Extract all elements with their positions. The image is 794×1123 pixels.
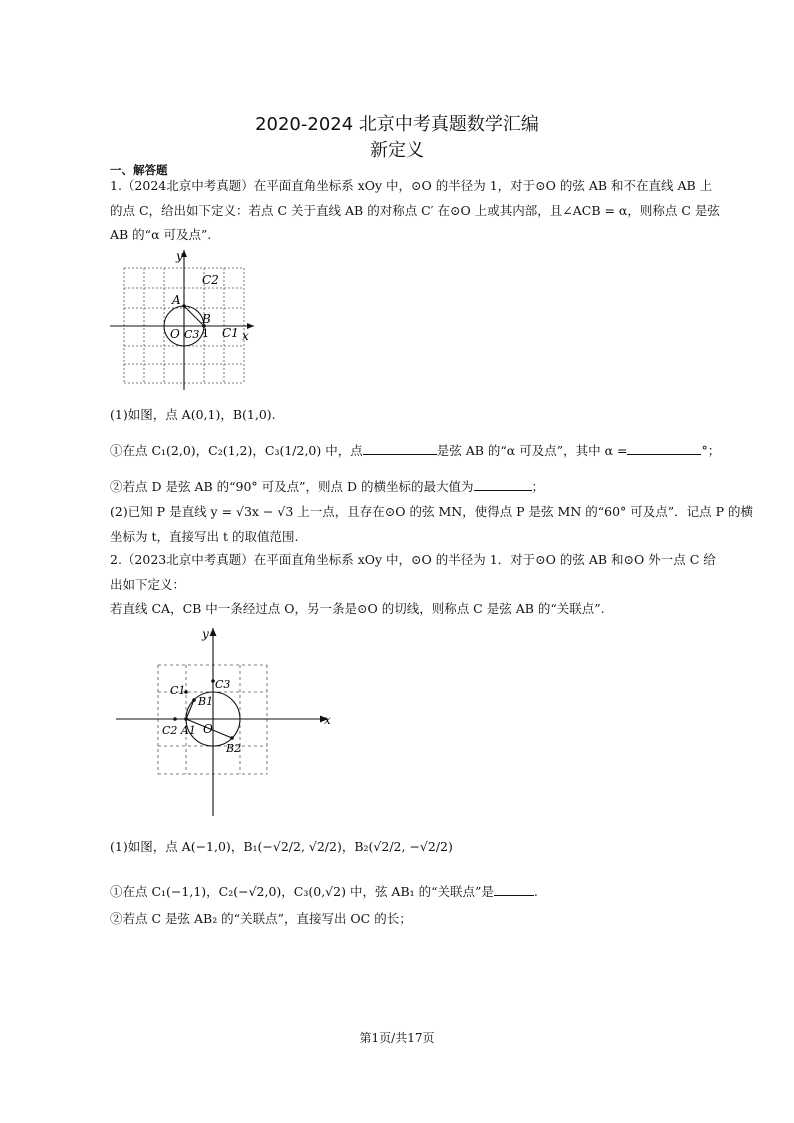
q2-line-2: 出如下定义：: [110, 577, 186, 592]
q2-part1: (1)如图，点 A(−1,0)，B₁(−√2/2, √2/2)，B₂(√2/2, −√2/2): [110, 839, 453, 854]
q1-point-a: [182, 304, 186, 308]
q2-part1-item1: [110, 883, 538, 900]
q1-line-2: 的点 C，给出如下定义：若点 C 关于直线 AB 的对称点 C′ 在⊙O 上或其内部，且∠ACB = α，则称点 C 是弦: [110, 203, 720, 218]
q2-line-3: 若直线 CA，CB 中一条经过点 O，另一条是⊙O 的切线，则称点 C 是弦 AB 的“关联点”.: [110, 601, 605, 616]
answer-blank-1[interactable]: [363, 442, 437, 455]
q1-figure: [110, 246, 270, 390]
q1-y-label: y: [176, 249, 183, 263]
q2-line-1: 2.（2023北京中考真题）在平面直角坐标系 xOy 中，⊙O 的半径为 1．对于⊙O 的弦 AB 和⊙O 外一点 C 给: [110, 552, 716, 567]
document-subtitle: 新定义: [370, 140, 424, 161]
q1-line-3: AB 的“α 可及点”.: [110, 227, 212, 242]
q2-label-c2-a1: C2 A1: [162, 724, 196, 737]
answer-blank-4[interactable]: [494, 883, 534, 896]
q1-part2-line-1: (2)已知 P 是直线 y = √3x − √3 上一点，且存在⊙O 的弦 MN，使得点 P 是弦 MN 的“60° 可及点”．记点 P 的横: [110, 504, 754, 519]
q2-y-arrow: [210, 628, 217, 636]
q1-part1-item1: [110, 442, 720, 459]
q1-part1-item2-text-b: ；: [531, 479, 545, 494]
q1-part1-item1-text-c: °；: [701, 443, 721, 458]
q1-part1: (1)如图，点 A(0,1)，B(1,0).: [110, 407, 276, 422]
q1-label-b: B: [202, 312, 211, 326]
q1-label-c1: C1: [222, 326, 239, 340]
q1-label-c2: C2: [202, 273, 219, 287]
q1-label-o: O: [170, 327, 180, 341]
q2-point-a: [184, 717, 188, 721]
q2-point-c2: [173, 717, 177, 721]
q1-part1-item1-text-a: ①在点 C₁(2,0)，C₂(1,2)，C₃(1/2,0) 中，点: [110, 443, 363, 458]
q2-part1-item1-text-b: .: [533, 884, 538, 899]
q1-x-label: x: [242, 329, 249, 343]
q2-figure: [110, 622, 342, 818]
q2-label-c1: C1: [170, 684, 186, 697]
q2-label-b1: B1: [198, 695, 214, 708]
q1-line-1: 1.（2024北京中考真题）在平面直角坐标系 xOy 中，⊙O 的半径为 1，对于⊙O 的弦 AB 和不在直线 AB 上: [110, 178, 713, 193]
q2-point-b1: [192, 698, 196, 702]
q2-part1-item1-text-a: ①在点 C₁(−1,1)，C₂(−√2,0)，C₃(0,√2) 中，弦 AB₁ 的“关联点”是: [110, 884, 494, 899]
q2-label-b2: B2: [226, 742, 242, 755]
document-title: 2020-2024 北京中考真题数学汇编: [255, 114, 539, 135]
q2-label-c3: C3: [215, 678, 231, 691]
answer-blank-3[interactable]: [474, 478, 532, 491]
q1-part1-item1-text-b: 是弦 AB 的“α 可及点”，其中 α =: [436, 443, 628, 458]
q1-part1-item2: [110, 478, 544, 495]
q1-label-c3: C3: [184, 328, 200, 341]
q2-point-b2: [230, 736, 234, 740]
section-heading: 一、解答题: [110, 163, 168, 177]
answer-blank-2[interactable]: [627, 442, 701, 455]
q1-label-a: A: [172, 293, 181, 307]
q1-part2-line-2: 坐标为 t，直接写出 t 的取值范围.: [110, 529, 299, 544]
q1-label-one: 1: [202, 327, 209, 340]
q2-part1-item2: ②若点 C 是弦 AB₂ 的“关联点”，直接写出 OC 的长；: [110, 911, 412, 926]
page-footer: 第1页/共17页: [359, 1031, 435, 1045]
q1-part1-item2-text-a: ②若点 D 是弦 AB 的“90° 可及点”，则点 D 的横坐标的最大值为: [110, 479, 474, 494]
q2-x-label: x: [324, 713, 331, 727]
q2-label-o: O: [203, 722, 213, 736]
q2-y-label: y: [202, 627, 209, 641]
